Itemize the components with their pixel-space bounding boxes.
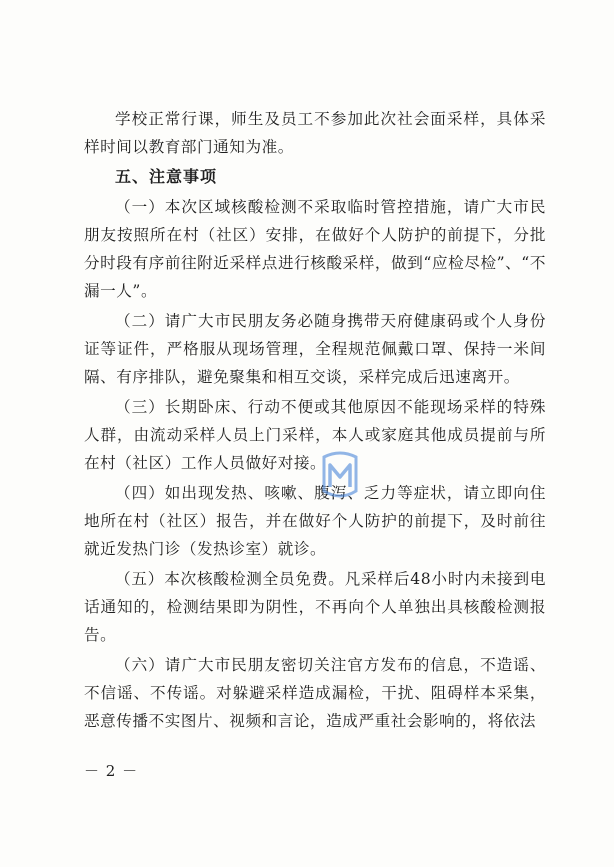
notice-item-4: （四）如出现发热、咳嗽、腹泻、乏力等症状，请立即向住地所在村（社区）报告，并在做好个人防护的前提下，及时前往就近发热门诊（发热诊室）就诊。 [84, 484, 546, 558]
notice-item-3: （三）长期卧床、行动不便或其他原因不能现场采样的特殊人群，由流动采样人员上门采样，本人或家庭其他成员提前与所在村（社区）工作人员做好对接。 [84, 398, 546, 472]
watermark-logo-icon [318, 447, 362, 503]
notice-item-1: （一）本次区域核酸检测不采取临时管控措施，请广大市民朋友按照所在村（社区）安排，在做好个人防护的前提下，分批分时段有序前往附近采样点进行核酸采样，做到“应检尽检”、“不漏一人”。 [84, 198, 546, 300]
document-body [84, 105, 546, 735]
notice-item-2: （二）请广大市民朋友务必随身携带天府健康码或个人身份证等证件，严格服从现场管理，全程规范佩戴口罩、保持一米间隔、有序排队，避免聚集和相互交谈，采样完成后迅速离开。 [84, 312, 546, 386]
page-number: － 2 － [84, 762, 139, 780]
intro-paragraph: 学校正常行课，师生及员工不参加此次社会面采样，具体采样时间以教育部门通知为准。 [84, 110, 546, 156]
notice-item-5: （五）本次核酸检测全员免费。凡采样后48小时内未接到电话通知的，检测结果即为阴性，不再向个人单独出具核酸检测报告。 [84, 570, 546, 644]
section-heading: 五、注意事项 [115, 167, 218, 186]
notice-item-6: （六）请广大市民朋友密切关注官方发布的信息，不造谣、不信谣、不传谣。对躲避采样造成漏检，干扰、阻碍样本采集，恶意传播不实图片、视频和言论，造成严重社会影响的，将依法 [84, 656, 546, 730]
